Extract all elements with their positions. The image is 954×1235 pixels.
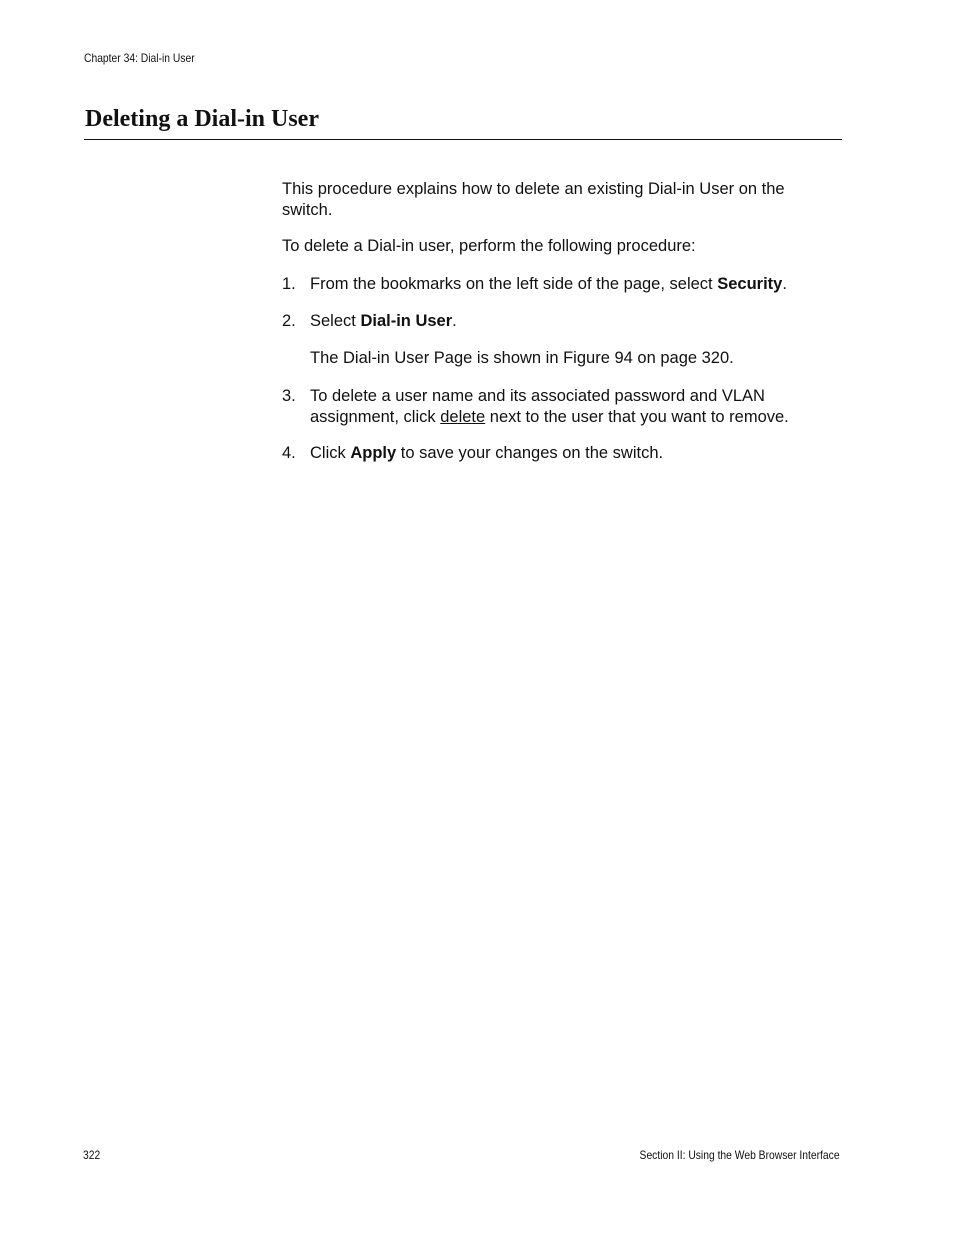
step-number: 3.: [282, 387, 296, 405]
step-text: From the bookmarks on the left side of the page, select Security.: [310, 275, 787, 293]
intro-paragraph: [282, 179, 827, 220]
menu-dial-in-user: Dial-in User: [360, 312, 453, 330]
page-number: 322: [83, 1148, 101, 1162]
step-1: [282, 274, 827, 295]
step-number: 4.: [282, 444, 296, 462]
heading-rule: [84, 139, 842, 140]
running-footer: Section II: Using the Web Browser Interface: [639, 1148, 840, 1162]
step-note: The Dial-in User Page is shown in Figure 94 on page 320.: [310, 348, 734, 367]
apply-button-ref: Apply: [350, 444, 397, 462]
step-2: [282, 311, 827, 368]
step-4: [282, 443, 827, 464]
intro-text: This procedure explains how to delete an existing Dial-in User on the switch.: [282, 180, 785, 219]
step-text: To delete a user name and its associated password and VLAN assignment, click delete next to the user that you want to remove.: [310, 387, 789, 426]
bookmark-security: Security: [717, 275, 783, 293]
running-header: Chapter 34: Dial-in User: [84, 51, 195, 65]
delete-link: delete: [440, 407, 486, 426]
procedure-intro-text: To delete a Dial-in user, perform the following procedure:: [282, 237, 696, 255]
step-text: Click Apply to save your changes on the switch.: [310, 444, 664, 462]
step-text: Select Dial-in User.: [310, 312, 457, 330]
step-number: 2.: [282, 312, 296, 330]
step-number: 1.: [282, 275, 296, 293]
section-title: Deleting a Dial-in User: [85, 106, 319, 132]
step-3: [282, 386, 827, 427]
procedure-intro: [282, 236, 827, 257]
